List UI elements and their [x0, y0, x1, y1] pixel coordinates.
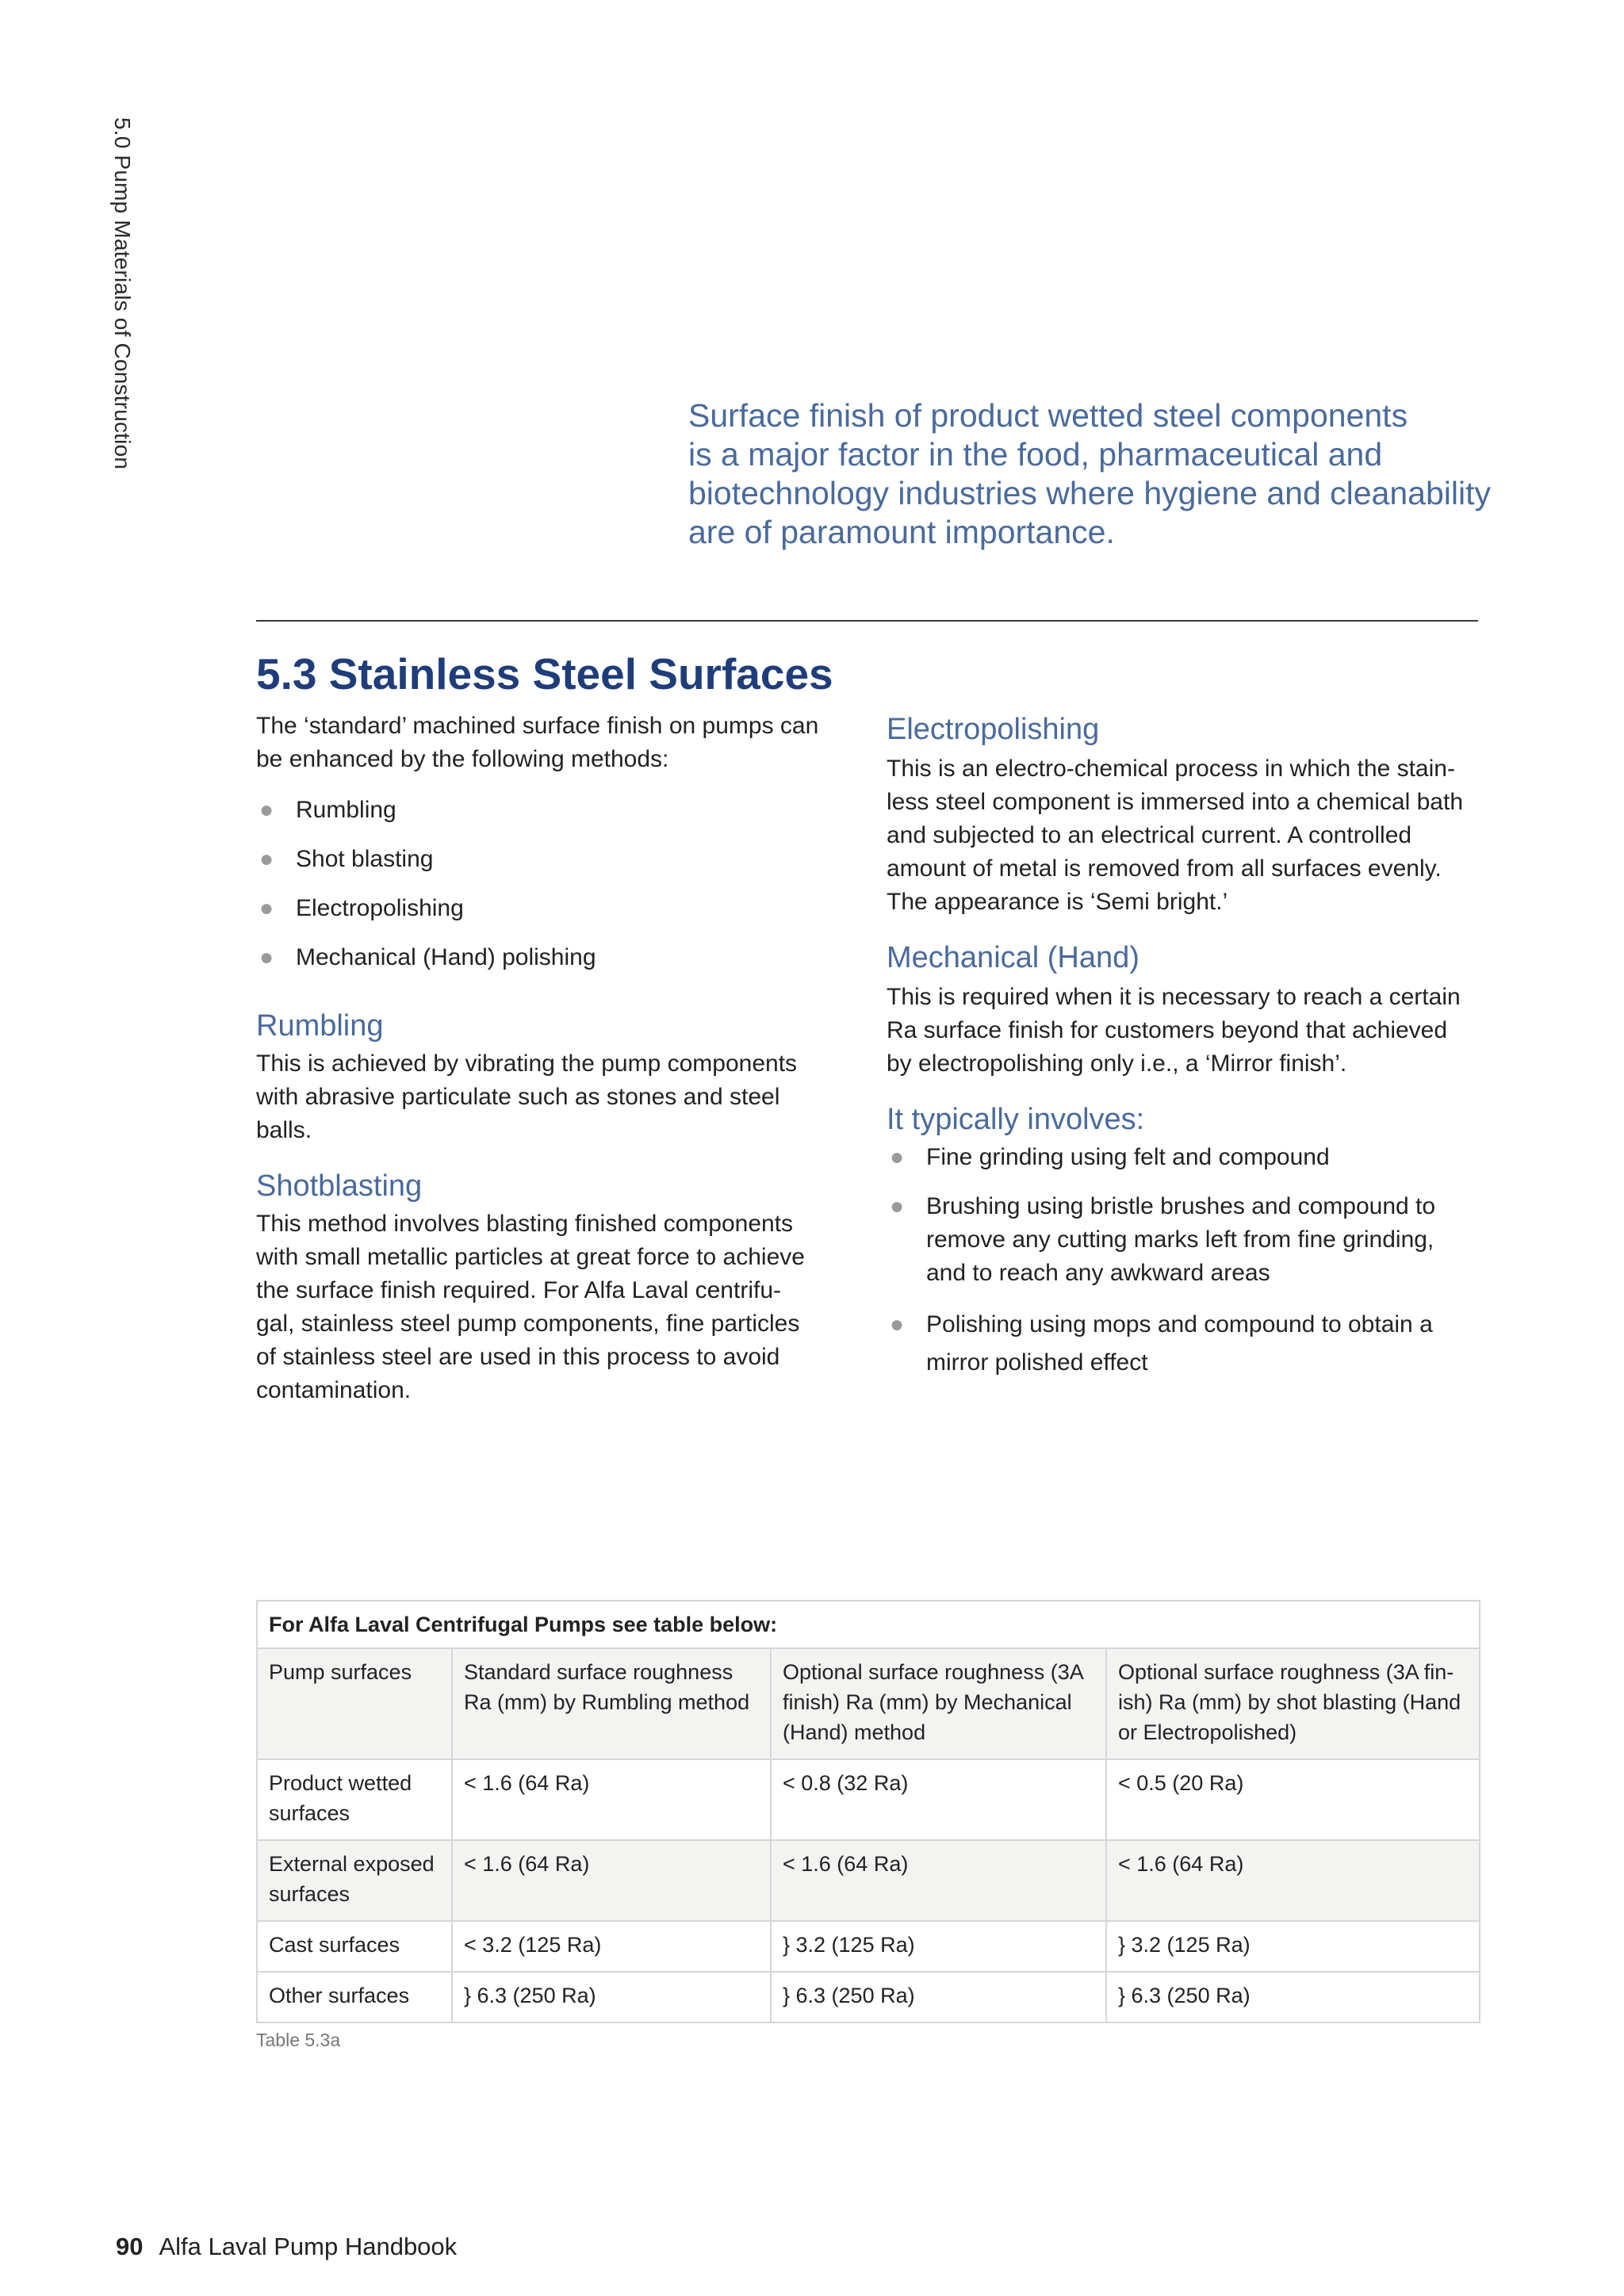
left-intro	[256, 710, 843, 776]
table-cell: < 0.8 (32 Ra)	[771, 1759, 1106, 1840]
text-line: and subjected to an electrical current. A controlled	[887, 822, 1412, 848]
list-item	[256, 892, 843, 925]
text-line: This is required when it is necessary to reach a certain	[887, 984, 1461, 1010]
text-line: by electropolishing only i.e., a ‘Mirror finish’.	[887, 1050, 1347, 1077]
text-line: mirror polished effect	[926, 1349, 1148, 1376]
text-line: The appearance is ‘Semi bright.’	[887, 889, 1228, 915]
bullet-icon: ●	[890, 1144, 905, 1170]
text-line: This is achieved by vibrating the pump components	[256, 1050, 798, 1077]
intro-line: biotechnology industries where hygiene and cleanability	[688, 475, 1491, 511]
text-line: gal, stainless steel pump components, fine particles	[256, 1311, 800, 1337]
list-item-label: Electropolishing	[296, 895, 464, 921]
section-title: 5.3 Stainless Steel Surfaces	[256, 649, 833, 698]
text-line: with small metallic particles at great force to achieve	[256, 1244, 805, 1270]
list-item	[887, 1306, 1489, 1382]
table-cell: } 6.3 (250 Ra)	[771, 1972, 1106, 2022]
table-label: Table 5.3a	[256, 2030, 341, 2050]
mechanical-text	[887, 981, 1489, 1081]
text-line: remove any cutting marks left from fine grinding,	[926, 1226, 1434, 1253]
bullet-icon: ●	[259, 797, 274, 823]
text-line: The ‘standard’ machined surface finish on pumps can	[256, 713, 819, 739]
text-line: with abrasive particulate such as stones and steel	[256, 1084, 780, 1110]
table-cell: Other surfaces	[257, 1972, 452, 2022]
text-line: Polishing using mops and compound to obtain a	[926, 1311, 1433, 1337]
text-line: balls.	[256, 1117, 312, 1143]
intro-line: Surface finish of product wetted steel components	[688, 397, 1408, 434]
methods-list	[256, 794, 843, 974]
table-row	[257, 1840, 1480, 1921]
table-caption-row	[257, 1601, 1480, 1648]
text-line: contamination.	[256, 1377, 412, 1403]
table-row	[257, 1921, 1480, 1972]
table-cell: < 0.5 (20 Ra)	[1106, 1759, 1480, 1840]
page-number: 90	[116, 2233, 144, 2260]
intro-callout	[688, 396, 1497, 552]
text-line: Brushing using bristle brushes and compound to	[926, 1193, 1436, 1219]
table-cell: } 6.3 (250 Ra)	[452, 1972, 771, 2022]
table-cell: < 1.6 (64 Ra)	[452, 1759, 771, 1840]
list-item-label: Rumbling	[296, 797, 396, 823]
table-caption: For Alfa Laval Centrifugal Pumps see table below:	[257, 1601, 1480, 1648]
table-cell: } 3.2 (125 Ra)	[1106, 1921, 1480, 1972]
table-cell: Product wetted surfaces	[257, 1759, 452, 1840]
roughness-table	[256, 1600, 1480, 2023]
bullet-icon: ●	[890, 1193, 905, 1219]
mechanical-heading: Mechanical (Hand)	[887, 941, 1139, 974]
column-header: Optional surface roughness (3A fin-ish) Ra (mm) by shot blasting (Hand or Electropolished)	[1106, 1648, 1480, 1759]
text-line: and to reach any awkward areas	[926, 1260, 1270, 1286]
bullet-icon: ●	[259, 846, 274, 872]
shotblasting-text	[256, 1207, 843, 1407]
list-item	[256, 941, 843, 974]
table-cell: < 1.6 (64 Ra)	[771, 1840, 1106, 1921]
table-cell: } 3.2 (125 Ra)	[771, 1921, 1106, 1972]
list-item	[256, 794, 843, 827]
text-line: Fine grinding using felt and compound	[926, 1144, 1330, 1170]
involves-heading: It typically involves:	[887, 1103, 1145, 1136]
list-item-label: Mechanical (Hand) polishing	[296, 944, 596, 970]
list-item	[887, 1141, 1489, 1174]
involves-list	[887, 1141, 1489, 1382]
book-title: Alfa Laval Pump Handbook	[159, 2233, 458, 2260]
left-column	[256, 710, 843, 1407]
table-header-row	[257, 1648, 1480, 1759]
right-column	[887, 710, 1489, 1382]
text-line: of stainless steel are used in this process to avoid	[256, 1344, 780, 1370]
electropolishing-heading: Electropolishing	[887, 713, 1100, 746]
column-header: Optional surface roughness (3A finish) Ra (mm) by Mechanical (Hand) method	[771, 1648, 1106, 1759]
bullet-icon: ●	[259, 895, 274, 921]
chapter-side-label: 5.0 Pump Materials of Construction	[110, 117, 135, 470]
section-divider	[256, 620, 1478, 622]
table-cell: < 3.2 (125 Ra)	[452, 1921, 771, 1972]
table-cell: < 1.6 (64 Ra)	[1106, 1840, 1480, 1921]
list-item	[256, 843, 843, 876]
intro-line: are of paramount importance.	[688, 514, 1115, 550]
list-item-label: Shot blasting	[296, 846, 434, 872]
column-header: Pump surfaces	[257, 1648, 452, 1759]
table-cell: < 1.6 (64 Ra)	[452, 1840, 771, 1921]
table-row	[257, 1972, 1480, 2022]
text-line: be enhanced by the following methods:	[256, 746, 669, 772]
intro-line: is a major factor in the food, pharmaceutical and	[688, 436, 1383, 473]
text-line: This is an electro-chemical process in which the stain-	[887, 756, 1455, 782]
text-line: amount of metal is removed from all surfaces evenly.	[887, 855, 1442, 882]
text-line: the surface finish required. For Alfa Laval centrifu-	[256, 1277, 781, 1303]
roughness-table-wrap	[256, 1600, 1479, 2051]
rumbling-text	[256, 1047, 843, 1147]
text-line: This method involves blasting finished components	[256, 1211, 794, 1237]
rumbling-heading: Rumbling	[256, 1009, 384, 1043]
text-line: Ra surface finish for customers beyond that achieved	[887, 1017, 1448, 1043]
text-line: less steel component is immersed into a chemical bath	[887, 789, 1464, 815]
list-item	[887, 1190, 1489, 1290]
page-footer	[116, 2233, 457, 2261]
bullet-icon: ●	[259, 944, 274, 970]
table-cell: } 6.3 (250 Ra)	[1106, 1972, 1480, 2022]
table-cell: External exposed surfaces	[257, 1840, 452, 1921]
table-row	[257, 1759, 1480, 1840]
shotblasting-heading: Shotblasting	[256, 1169, 423, 1203]
electropolishing-text	[887, 752, 1489, 919]
table-cell: Cast surfaces	[257, 1921, 452, 1972]
bullet-icon: ●	[890, 1311, 905, 1337]
column-header: Standard surface roughness Ra (mm) by Rumbling method	[452, 1648, 771, 1759]
